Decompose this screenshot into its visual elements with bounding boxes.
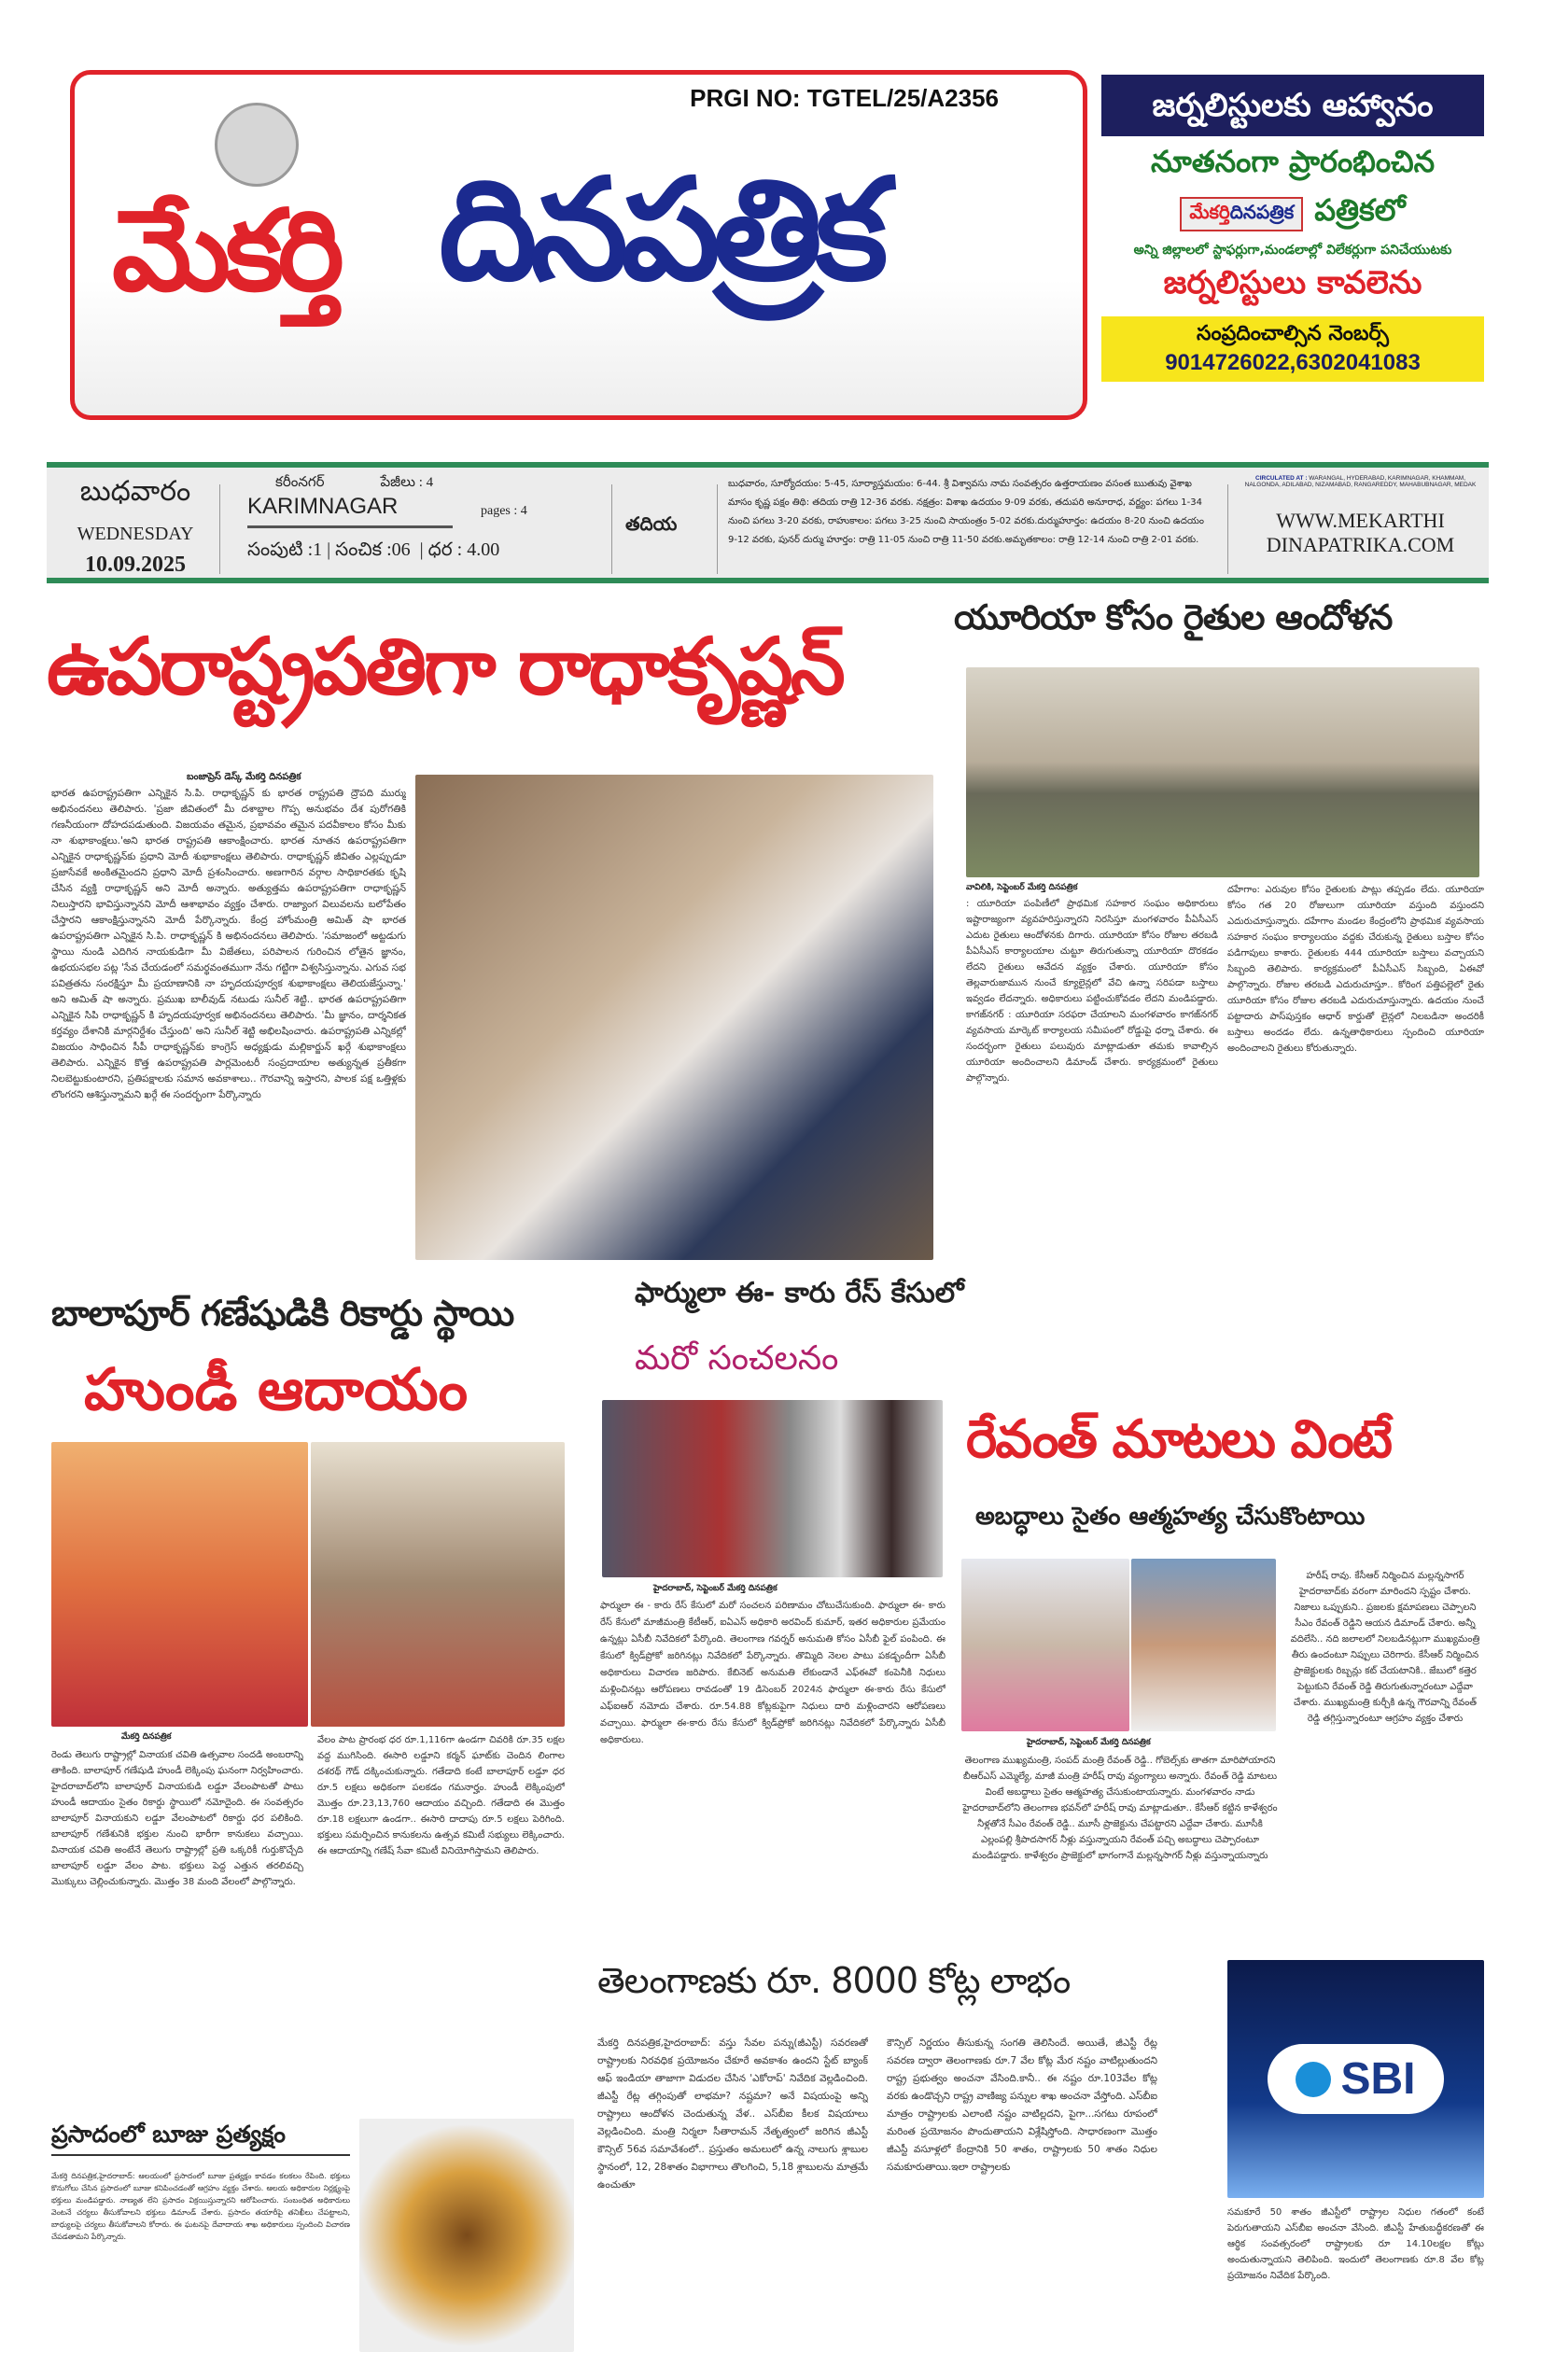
formula-e-ktr-photo bbox=[602, 1400, 943, 1577]
day-telugu: బుధవారం bbox=[79, 475, 191, 508]
harish-rao-photo bbox=[961, 1559, 1129, 1731]
sbi-logo-text: SBI bbox=[1340, 2054, 1416, 2104]
formula-byline: హైదరాబాద్, సెప్టెంబర్ మేకర్తి దినపత్రిక bbox=[653, 1584, 778, 1593]
balapur-body-col1: రెండు తెలుగు రాష్ట్రాల్లో వినాయక చవితి ఉత్సవాల సందడి అంబరాన్ని తాకింది. బాలాపూర్ గణేషుడి హుండీ లెక్కింపు ఘనంగా నిర్వహించారు. హైదరాబాద్‌లోని బాలాపూర్ వినాయకుడి లడ్డూ వేలంపాటతో పాటు హుండీ ఆదాయం సైతం రికార్డు స్థాయిలో నమోదైంది. ఈ సంవత్సరం బాలాపూర్ వినాయకుని లడ్డూ వేలంపాటలో రికార్డు ధర పలికింది. బాలాపూర్ గణేశునికి భక్తుల నుంచి భారీగా కానుకలు వచ్చాయి. వినాయక చవితి అంటేనే తెలుగు రాష్ట్రాల్లో ప్రతి ఒక్కరికీ గుర్తుకొచ్చేది బాలాపూర్ లడ్డూ వేలం పాట. భక్తులు పెద్ద ఎత్తున తరలివచ్చి మొక్కులు చెల్లించుకున్నారు. మొత్తం 38 మంది వేలంలో పాల్గొన్నారు. bbox=[51, 1750, 303, 1887]
revanth-headline: రేవంత్ మాటలు వింటే bbox=[966, 1409, 1391, 1470]
urea-headline: యూరియా కోసం రైతుల ఆందోళన bbox=[954, 597, 1393, 637]
revanth-subheadline: అబద్ధాలు సైతం ఆత్మహత్య చేసుకొంటాయి bbox=[975, 1503, 1366, 1531]
hundi-counting-photo bbox=[311, 1442, 565, 1727]
lead-headline: ఉపరాష్ట్రపతిగా రాధాకృష్ణన్ bbox=[47, 621, 843, 712]
ad-line: పత్రికలో bbox=[1314, 192, 1406, 228]
dateline-bar: బుధవారం WEDNESDAY 10.09.2025 కరీంనగర్ పేజీలు : 4 KARIMNAGAR pages : 4 సంపుటి :1 | సంచిక :06 | ధర : 4.00 తదియ బుధవారం, సూర్యోదయం: 5-45, సూర్యాస్తమయం: 6-44. శ్రీ విశ్వావసు నామ సంవత్సరం ఉత్తరాయణం వసంత ఋతువు వైశాఖ మాసం కృష్ణ పక్షం తిథి: తదియ రాత్రి 12-36 వరకు. నక్షత్రం: విశాఖ ఉదయం 9-09 వరకు, తదుపరి అనూరాధ, వర్జ్యం: పగలు 1-34 నుంచి పగలు 3-20 వరకు, రాహుకాలం: పగలు 3-25 నుంచి సాయంత్రం 5-02 వరకు.దుర్ముహూర్తం: ఉదయం 8-20 నుంచి ఉదయం 9-12 వరకు, పునర్ దుర్ము హూర్తం: రాత్రి 11-05 నుంచి రాత్రి 11-50 వరకు.అమృతకాలం: రాత్రి 12-14 నుంచి రాత్రి 2-01 వరకు. CIRCULATED AT : WARANGAL, HYDERABAD, KARIMNAGAR, KHAMMAM, NALGONDA, ADILABAD, NIZAMABAD, RANGAREDDY, MAHABUBNAGAR, MEDAK WWW.MEKARTHI DINAPATRIKA.COM bbox=[47, 462, 1489, 583]
formula-headline-2: మరో సంచలనం bbox=[635, 1339, 839, 1378]
prasadam-headline: ప్రసాదంలో బూజు ప్రత్యక్షం bbox=[51, 2121, 350, 2156]
sbi-body-col1: మేకర్తి దినపత్రిక,హైదరాబాద్: వస్తు సేవల పన్ను(జీఎస్టీ) సవరణతో రాష్ట్రాలకు నిరవధిక ప్రయోజనం చేకూరే అవకాశం ఉందని స్టేట్ బ్యాంక్ ఆఫ్ ఇండియా తాజాగా విడుదల చేసిన 'ఎకోరాప్' నివేదిక వెల్లడించింది. జీఎస్టీ రేట్ల తగ్గింపుతో లాభమా? నష్టమా? అనే విషయంపై అన్ని రాష్ట్రాలు ఆందోళన చెందుతున్న వేళ.. ఎస్‌బీఐ కీలక విషయాలు వెల్లడించింది. మంత్రి నిర్మలా సీతారామన్ నేతృత్వంలో జరిగిన జీఎస్టీ కౌన్సిల్ 56వ సమావేశంలో.. ప్రస్తుతం అమలులో ఉన్న నాలుగు శ్లాబుల స్థానంలో, 12, 28శాతం విభాగాలు తొలగించి, 5,18 శ్లాబులను మాత్రమే ఉంచుతూ bbox=[597, 2037, 868, 2191]
website-line2[interactable]: DINAPATRIKA.COM bbox=[1266, 533, 1455, 556]
revanth-reddy-photo bbox=[1131, 1559, 1276, 1731]
logo-mekarthi: మేకర్తి bbox=[112, 187, 339, 316]
tithi: తదియ bbox=[625, 512, 678, 535]
date: 10.09.2025 bbox=[85, 553, 186, 577]
city-english: KARIMNAGAR bbox=[247, 494, 453, 528]
sbi-body-col3: సమకూరే 50 శాతం జీఎస్టీలో రాష్ట్రాల నిధుల గతంలో కంటే పెరుగుతాయని ఎస్‌బీఐ అంచనా వేసింది. జీఎస్టీ హేతుబద్ధీకరణతో ఈ ఆర్థిక సంవత్సరంలో రాష్ట్రాలకు రూ 14.10లక్షల కోట్లు అందుతున్నాయని తెలిపింది. ఇందులో తెలంగాణకు రూ.8 వేల కోట్ల ప్రయోజనం నివేదిక పేర్కొంది. bbox=[1227, 2207, 1484, 2281]
pages-telugu: పేజీలు : 4 bbox=[380, 475, 434, 490]
ad-line: జర్నలిస్టులు కావలెను bbox=[1163, 264, 1422, 301]
lead-photo-radhakrishnan-bouquet bbox=[415, 775, 933, 1260]
ad-mini-logo: మేకర్తిదినపత్రిక bbox=[1180, 197, 1303, 231]
sbi-body-col2: కౌన్సిల్ నిర్ణయం తీసుకున్న సంగతి తెలిసిందే. అయితే, జీఎస్టీ రేట్ల సవరణ ద్వారా తెలంగాణకు రూ.7 వేల కోట్ల మేర నష్టం వాటిల్లుతుందని రాష్ట్ర ప్రభుత్వం అంచనా వేసింది.కానీ.. ఈ నష్టం రూ.103వేల కోట్ల వరకు ఉండొచ్చని రాష్ట్ర వాణిజ్య పన్నుల శాఖ అంచనా వేస్తోంది. ఎస్‌బీఐ మాత్రం రాష్ట్రాలకు ఎలాంటి నష్టం వాటిల్లదని, పైగా...సగటు రూపంలో మరింత ప్రయోజనం పొందుతాయని విశ్లేషిస్తోంది. సాధారణంగా మొత్తం జీఎస్టీ వసూళ్లలో కేంద్రానికి 50 శాతం, రాష్ట్రాలకు 50 శాతం నిధుల సమకూరుతాయి.ఇలా రాష్ట్రాలకు bbox=[887, 2037, 1157, 2173]
urea-byline: వావిలికి, సెప్టెంబర్ మేకర్తి దినపత్రిక bbox=[966, 883, 1078, 892]
ad-contact-label: సంప్రదించాల్సిన నెంబర్స్ bbox=[1197, 322, 1389, 345]
journalist-recruitment-ad bbox=[1101, 75, 1484, 425]
lead-body: భారత ఉపరాష్ట్రపతిగా ఎన్నికైన సి.పి. రాధాకృష్ణన్ కు భారత రాష్ట్రపతి ద్రౌపది ముర్ము అభినందనలు తెలిపారు. 'ప్రజా జీవితంలో మీ దశాబ్దాల గొప్ప అనుభవం దేశ పురోగతికి గణనీయంగా దోహదపడుతుంది. విజయవం తమైన, ప్రభావవం తమైన పదవీకాలం కోసం మీకు నా శుభాకాంక్షలు.'అని భారత రాష్ట్రపతి ఆకాంక్షించారు. భారత నూతన ఉపరాష్ట్రపతిగా ఎన్నికైన రాధాకృష్ణన్‌కు ప్రధాని మోదీ శుభాకాంక్షలు తెలిపారు. రాధాకృష్ణన్ జీవితం ఎల్లప్పుడూ ప్రజాసేవకే అంకితమైందని ప్రధాని మోదీ ప్రశంసించారు. అణగారిన వర్గాల సాధికారతకు కృషి చేసిన వ్యక్తి రాధాకృష్ణన్ అని మోదీ అన్నారు. అత్యుత్తమ ఉపరాష్ట్రపతిగా రాధాకృష్ణన్ నిలుస్తారని భావిస్తున్నానని మోదీ ఆశాభావం వ్యక్తం చేశారు. రాజ్యాంగ విలువలను బలోపేతం చేస్తారని ఆకాంక్షిస్తున్నానని మోదీ పేర్కొన్నారు. కేంద్ర హోంమంత్రి అమిత్ షా భారత ఉపరాష్ట్రపతిగా ఎన్నికైన సి.పి. రాధాకృష్ణన్ కి అభినందనలు తెలిపారు. 'సమాజంలో అట్టడుగు స్థాయి నుండి ఎదిగిన నాయకుడిగా మీ విజేతలు, పరిపాలన గురించిన లోతైన జ్ఞానం, ఉభయసభల పట్ల 'సేవ చేయడంలో సమర్థవంతముగా నేను గట్టిగా విశ్వసిస్తున్నాను. ఎగువ సభ పవిత్రతను సంరక్షిస్తూ మీ ప్రయాణానికి నా హృదయపూర్వక శుభాకాంక్షలు తెలియజేస్తున్నా.' అని అమిత్ షా అన్నారు. ప్రముఖ బాలీవుడ్ నటుడు సునీల్ శెట్టి.. భారత ఉపరాష్ట్రపతిగా ఎన్నికైన సిపి రాధాకృష్ణన్ కి హృదయపూర్వక అభినందనలు తెలిపారు. 'మీ జ్ఞానం, దార్శనికత కర్తవ్యం దేశానికి మార్గనిర్దేశం చేస్తుంది' అని సునీల్ శెట్టి అభిలషించారు. ఉపరాష్ట్రపతి ఎన్నికల్లో విజయం సాధించిన సీపీ రాధాకృష్ణన్‌కు కాంగ్రెస్ అధ్యక్షుడు మల్లికార్జున్ ఖర్గే శుభాకాంక్షలు తెలిపారు. ఎన్నికైన కొత్త ఉపరాష్ట్రపతి పార్లమెంటరీ సంప్రదాయాల అత్యున్నత ప్రతీకగా నిలబెట్టుకుంటారని, ప్రతిపక్షాలకు సమాన అవకాశాలు.. గౌరవాన్ని ఇస్తారని, పాలక పక్ష ఒత్తిళ్లకు లొంగరని ఆశిస్తున్నామని ఖర్గే ఈ సందర్భంగా పేర్కొన్నారు bbox=[51, 788, 406, 1100]
revanth-body-main: తెలంగాణ ముఖ్యమంత్రి, సంపద్ మంత్రి రేవంత్ రెడ్డి.. గోబెల్స్‌కు తాతగా మారిపోయారని బీఆర్ఎస్ ఎమ్మెల్యే, మాజీ మంత్రి హరీష్ రావు వ్యంగ్యాలు అన్నారు. రేవంత్ రెడ్డి మాటలు వింటే అబద్ధాలు సైతం ఆత్మహత్య చేసుకుంటాయన్నారు. మంగళవారం నాడు హైదరాబాద్‌లోని తెలంగాణ భవన్‌లో హరీష్ రావు మాట్లాడుతూ.. కేసీఆర్ కట్టిన కాళేశ్వరం నీళ్లతోనే సీఎం రేవంత్ రెడ్డి.. మూసీ ప్రాజెక్టును చేపట్టారని ఎద్దేవా చేశారు. మూసీకి ఎల్లంపల్లి శ్రీపాదసాగర్ నీళ్లు వస్తున్నాయని రేవంత్ పచ్చి అబద్ధాలు చెప్పారంటూ మండిపడ్డారు. కాళేశ్వరం ప్రాజెక్టులో భాగంగానే మల్లన్నసాగర్ నీళ్లు వస్తున్నాయన్నారు bbox=[962, 1756, 1278, 1861]
balapur-byline: మేకర్తి దినపత్రిక bbox=[121, 1732, 172, 1742]
pages-english: pages : 4 bbox=[481, 503, 527, 518]
revanth-body-side: హరీష్ రావు. కేసీఆర్ నిర్మించిన మల్లన్నసాగర్ హైదరాబాద్‌కు వరంగా మారిందని స్పష్టం చేశారు. నిజాలు ఒప్పుకుని.. ప్రజలకు క్షమాపణలు చెప్పాలని సీఎం రేవంత్ రెడ్డిని ఆయన డిమాండ్ చేశారు. అన్నీ వదిలేసి.. నది జలాలలో నిలబడినట్లుగా ముఖ్యమంత్రి తీరు ఉందంటూ నిప్పులు చెరిగారు. కేసీఆర్ నిర్మించిన ప్రాజెక్టులకు రిబ్బన్లు కట్ చేయటానికి.. జేబులో కత్తెర పెట్టుకుని రేవంత్ రెడ్డి తిరుగుతున్నారంటూ ఎద్దేవా చేశారు. ముఖ్యమంత్రి కుర్చీకి ఉన్న గౌరవాన్ని రేవంత్ రెడ్డి తగ్గిస్తున్నారంటూ ఆగ్రహం వ్యక్తం చేశారు bbox=[1290, 1571, 1480, 1724]
price: ధర : 4.00 bbox=[427, 539, 500, 560]
balapur-body-col2: వేలం పాట ప్రారంభ ధర రూ.1,116గా ఉండగా చివరికి రూ.35 లక్షల వద్ద ముగిసింది. ఈసారి లడ్డూని కర్మన్ ఘాట్‌కు చెందిన లింగాల దశరథ్ గౌడ్ దక్కించుకున్నారు. గతేడాది కంటే బాలాపూర్ లడ్డూ ధర రూ.5 లక్షలు అధికంగా పలకడం గమనార్హం. హుండీ లెక్కింపులో మొత్తం రూ.23,13,760 ఆదాయం వచ్చింది. గతేడాది ఈ మొత్తం రూ.18 లక్షలుగా ఉండగా.. ఈసారి దాదాపు రూ.5 లక్షలు పెరిగింది. భక్తులు సమర్పించిన కానుకలను ఉత్సవ కమిటీ సభ్యులు లెక్కించారు. ఈ ఆదాయాన్ని గణేష్ సేవా కమిటీ వినియోగిస్తామని తెలిపారు. bbox=[317, 1735, 565, 1856]
urea-body-col2: దహేగాం: ఎరువుల కోసం రైతులకు పాట్లు తప్పడం లేదు. యూరియా కోసం గత 20 రోజులుగా యూరియా వస్తుంది వస్తుందని ఎదురుచూస్తున్నారు. దహేగాం మండల కేంద్రంలోని ప్రాథమిక వ్యవసాయ సహకార సంఘం కార్యాలయం వద్దకు చేరుకున్న రైతులు బస్తాల కోసం పడిగాపులు కాశారు. రైతులకు 444 యూరియా బస్తాలు వచ్చాయని సిబ్బంది తెలిపారు. కార్యక్రమంలో పీఏసీఎస్ సిబ్బంది, ఏఈవో పాల్గొన్నారు. రోజుల తరబడి ఎదురుచూస్తూ.. కోరింగ పత్తిపల్లెలో రైతు యూరియా కోసం రోజుల తరబడి ఎదురుచూస్తున్నారు. ఉదయం నుంచే పట్టాదారు పాస్‌పుస్తకం ఆధార్ కార్డుతో లైన్లలో నిలబడినా అందరికీ బస్తాలు అందడం లేదు. ఉన్నతాధికారులు స్పందించి యూరియా అందించాలని రైతులు కోరుతున్నారు. bbox=[1227, 885, 1484, 1054]
revanth-byline: హైదరాబాద్, సెప్టెంబర్ మేకర్తి దినపత్రిక bbox=[1027, 1738, 1151, 1747]
website-line1[interactable]: WWW.MEKARTHI bbox=[1276, 509, 1445, 532]
circulation-areas: WARANGAL, HYDERABAD, KARIMNAGAR, KHAMMAM, NALGONDA, ADILABAD, NIZAMABAD, RANGAREDDY, MAHABUBNAGAR, MEDAK bbox=[1244, 475, 1477, 488]
pen-fist-emblem-icon bbox=[215, 103, 299, 187]
volume: సంపుటి :1 bbox=[247, 539, 323, 560]
day-english: WEDNESDAY bbox=[77, 524, 194, 544]
prasadam-photo bbox=[359, 2119, 574, 2352]
prasadam-body: మేకర్తి దినపత్రిక,హైదరాబాద్: ఆలయంలో ప్రసాదంలో బూజు ప్రత్యక్షం కావడం కలకలం రేపింది. భక్తులు కొనుగోలు చేసిన ప్రసాదంలో బూజు కనిపించడంతో ఆగ్రహం వ్యక్తం చేశారు. ఆలయ అధికారుల నిర్లక్ష్యంపై భక్తులు మండిపడ్డారు. నాణ్యత లేని ప్రసాదం విక్రయిస్తున్నారని ఆరోపించారు. సంబంధిత అధికారులు వెంటనే చర్యలు తీసుకోవాలని భక్తులు డిమాండ్ చేశారు. ప్రసాదం తయారీపై తనిఖీలు చేపట్టాలని, బాధ్యులపై చర్యలు తీసుకోవాలని కోరారు. ఈ ఘటనపై దేవాదాయ శాఖ అధికారులు స్పందించి విచారణ చేపడతామని పేర్కొన్నారు. bbox=[51, 2172, 350, 2241]
formula-headline: ఫార్ములా ఈ- కారు రేస్ కేసులో bbox=[635, 1277, 964, 1309]
ad-phone-numbers: 9014726022,6302041083 bbox=[1165, 350, 1421, 375]
logo-dinapatrika: దినపత్రిక bbox=[439, 149, 881, 312]
ad-line: నూతనంగా ప్రారంభించిన bbox=[1150, 144, 1436, 179]
lead-byline: బంజాప్రెస్ డెస్క్ మేకర్తి దినపత్రిక bbox=[187, 772, 301, 782]
sbi-keyhole-icon bbox=[1296, 2062, 1331, 2097]
ad-line: అన్ని జిల్లాలలో స్టాఫర్లుగా,మండలాల్లో విలేకర్లుగా పనిచేయుటకు bbox=[1133, 243, 1452, 258]
balapur-headline-2: హుండీ ఆదాయం bbox=[84, 1355, 469, 1423]
sbi-logo-image bbox=[1227, 1960, 1484, 2198]
ganesh-idol-photo bbox=[51, 1442, 308, 1727]
urea-farmers-photo bbox=[966, 667, 1479, 877]
prgi-number: PRGI NO: TGTEL/25/A2356 bbox=[690, 84, 999, 112]
sbi-headline: తెలంగాణకు రూ. 8000 కోట్ల లాభం bbox=[597, 1960, 1071, 2001]
urea-body-col1: : యూరియా పంపిణీలో ప్రాథమిక సహకార సంఘం అధికారులు ఇష్టారాజ్యంగా వ్యవహరిస్తున్నారని నిరసిస్తూ మంగళవారం పీఏసీఎస్ ఎదుట రైతులు ఆందోళనకు దిగారు. యూరియా కోసం రోజుల తరబడి పీఏసీఎస్ కార్యాలయాల చుట్టూ తిరుగుతున్నా యూరియా దొరకడం లేదని రైతులు ఆవేదన వ్యక్తం చేశారు. యూరియా కోసం తెల్లవారుజామున నుంచే క్యూలైన్లలో వేచి ఉన్నా సరిపడా బస్తాలు ఇవ్వడం లేదన్నారు. అధికారులు పట్టించుకోవడం లేదని మండిపడ్డారు. కాగజ్‌నగర్ : యూరియా సరఫరా చేయాలని మంగళవారం కాగజ్‌నగర్ వ్యవసాయ మార్కెట్ కార్యాలయ సమీపంలో రోడ్డుపై ధర్నా చేశారు. ఈ సందర్భంగా రైతులు పలువురు మాట్లాడుతూ తమకు కావాల్సిన యూరియా అందించాలని డిమాండ్ చేశారు. కార్యక్రమంలో రైతులు పాల్గొన్నారు. bbox=[966, 899, 1218, 1084]
balapur-headline: బాలాపూర్ గణేషుడికి రికార్డు స్థాయి bbox=[51, 1293, 514, 1334]
issue: సంచిక :06 bbox=[335, 539, 411, 560]
city-telugu: కరీంనగర్ bbox=[275, 475, 325, 490]
ad-title: జర్నలిస్టులకు ఆహ్వానం bbox=[1101, 75, 1484, 136]
formula-body: ఫార్ములా ఈ - కారు రేస్ కేసులో మరో సంచలన పరిణామం చోటుచేసుకుంది. ఫార్ములా ఈ- కారు రేస్ కేసులో మాజీమంత్రి కేటీఆర్, ఐఏఎస్ అధికారి అరవింద్ కుమార్, ఇతర అధికారుల ప్రమేయం ఉన్నట్లు ఏసీబీ నివేదికలో పేర్కొంది. తెలంగాణ గవర్నర్ అనుమతి కోసం ఏసీబీ ఫైల్ పంపింది. ఈ కేసులో క్విడ్‌ప్రోకో జరిగినట్లు నివేదికలో పేర్కొన్నారు. తొమ్మిది నెలల పాటు పకడ్బందీగా ఏసీబీ అధికారులు విచారణ జరిపారు. కేబినెట్ అనుమతి లేకుండానే ఎఫ్‌ఈవో కంపెనీకి నిధులు మళ్లించినట్లు ఆరోపణలు రావడంతో 19 డిసెంబర్ 2024న ఫార్ములా ఈ-కారు రేసు కేసులో ఎఫ్ఐఆర్ నమోదు చేశారు. రూ.54.88 కోట్లకుపైగా నిధులు దారి మళ్లించారని ఆరోపణలు వచ్చాయి. ఫార్ములా ఈ-కారు రేసు కేసులో క్విడ్‌ప్రోకో జరిగినట్లు నివేదికలో పేర్కొన్నారు ఏసీబీ అధికారులు. bbox=[600, 1601, 946, 1745]
masthead bbox=[70, 70, 1087, 420]
panchangam: బుధవారం, సూర్యోదయం: 5-45, సూర్యాస్తమయం: 6-44. శ్రీ విశ్వావసు నామ సంవత్సరం ఉత్తరాయణం వసంత ఋతువు వైశాఖ మాసం కృష్ణ పక్షం తిథి: తదియ రాత్రి 12-36 వరకు. నక్షత్రం: విశాఖ ఉదయం 9-09 వరకు, తదుపరి అనూరాధ, వర్జ్యం: పగలు 1-34 నుంచి పగలు 3-20 వరకు, రాహుకాలం: పగలు 3-25 నుంచి సాయంత్రం 5-02 వరకు.దుర్ముహూర్తం: ఉదయం 8-20 నుంచి ఉదయం 9-12 వరకు, పునర్ దుర్ము హూర్తం: రాత్రి 11-05 నుంచి రాత్రి 11-50 వరకు.అమృతకాలం: రాత్రి 12-14 నుంచి రాత్రి 2-01 వరకు. bbox=[728, 479, 1204, 545]
